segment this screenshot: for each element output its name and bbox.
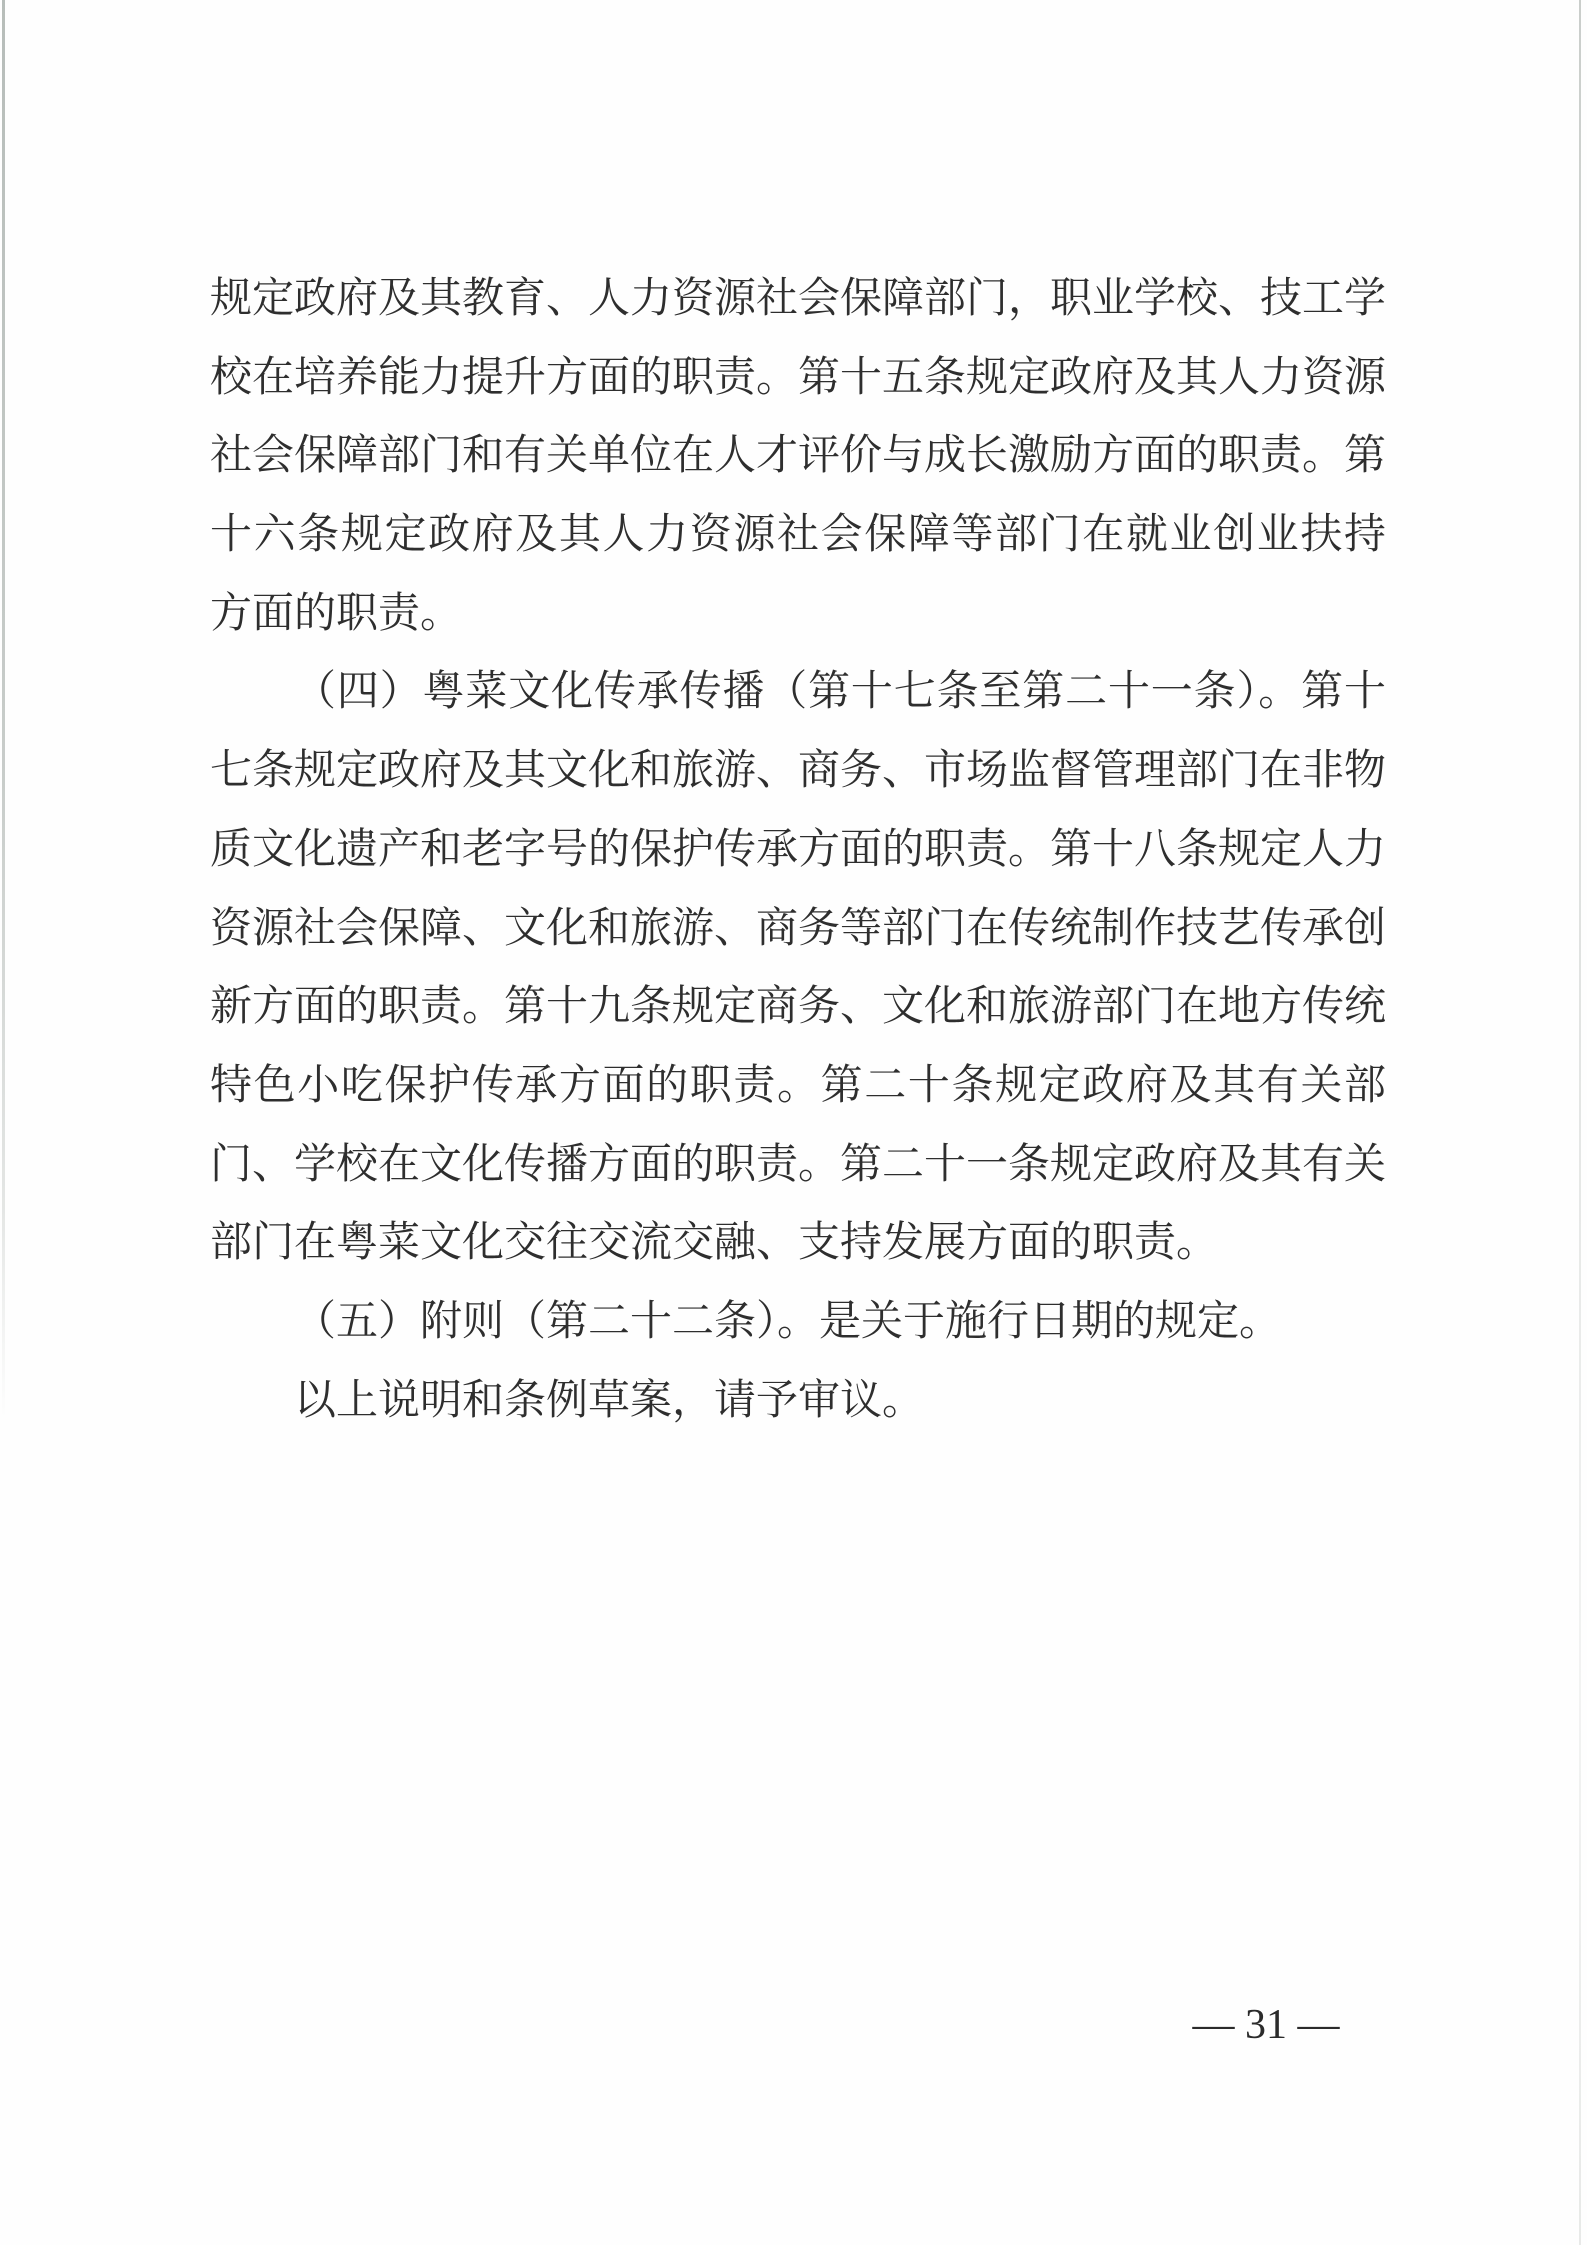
text-line: 质文化遗产和老字号的保护传承方面的职责。第十八条规定人力 xyxy=(210,826,1387,873)
page-number: — 31 — xyxy=(1192,2002,1340,2048)
text-line: 门、学校在文化传播方面的职责。第二十一条规定政府及其有关 xyxy=(210,1141,1387,1188)
text-line-paragraph-start: 以上说明和条例草案，请予审议。 xyxy=(294,1377,925,1424)
document-text-block xyxy=(210,260,1386,1440)
text-line: 十六条规定政府及其人力资源社会保障等部门在就业创业扶持 xyxy=(210,512,1386,559)
text-line: 方面的职责。 xyxy=(210,590,463,637)
text-line-paragraph-start: （四）粤菜文化传承传播（第十七条至第二十一条）。第十 xyxy=(294,669,1386,716)
text-line: 资源社会保障、文化和旅游、商务等部门在传统制作技艺传承创 xyxy=(210,905,1387,952)
text-line: 特色小吃保护传承方面的职责。第二十条规定政府及其有关部 xyxy=(210,1062,1386,1109)
text-line: 社会保障部门和有关单位在人才评价与成长激励方面的职责。第 xyxy=(210,433,1387,480)
scan-left-edge-artifact xyxy=(2,0,5,1420)
text-line: 规定政府及其教育、人力资源社会保障部门，职业学校、技工学 xyxy=(210,276,1387,322)
text-line-paragraph-start: （五）附则（第二十二条）。是关于施行日期的规定。 xyxy=(294,1298,1282,1345)
scan-right-edge-artifact xyxy=(1579,0,1581,2245)
text-line: 校在培养能力提升方面的职责。第十五条规定政府及其人力资源 xyxy=(210,354,1387,401)
text-line: 部门在粤菜文化交往交流交融、支持发展方面的职责。 xyxy=(210,1220,1219,1267)
text-line: 新方面的职责。第十九条规定商务、文化和旅游部门在地方传统 xyxy=(210,984,1387,1031)
text-line: 七条规定政府及其文化和旅游、商务、市场监督管理部门在非物 xyxy=(210,748,1387,795)
